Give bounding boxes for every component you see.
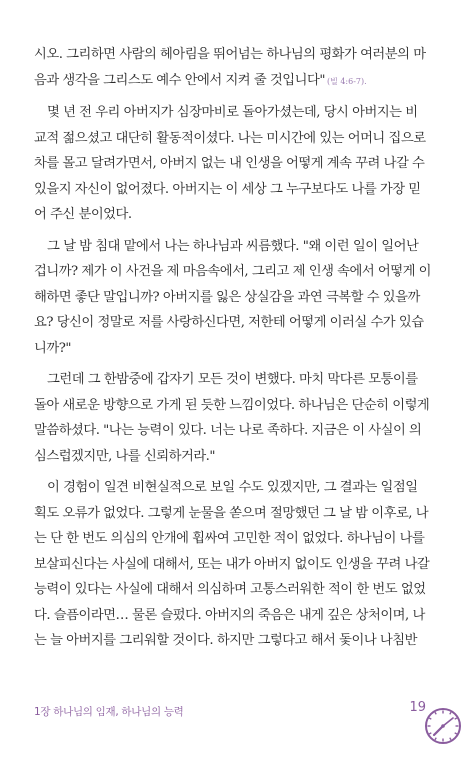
page-number: 19 <box>409 700 426 715</box>
paragraph-2 <box>34 100 434 228</box>
text-line: 요? 당신이 정말로 저를 사랑하신다면, 저한테 어떻게 이러실 수가 있습 <box>34 315 424 330</box>
text-line: 보살피신다는 사실에 대해서, 또는 내가 아버지 없이도 인생을 꾸려 나갈 <box>34 556 430 572</box>
paragraph-3 <box>34 234 434 362</box>
page-footer <box>34 700 434 724</box>
text-line: 이 경험이 일견 비현실적으로 보일 수도 있겠지만, 그 결과는 일점일 <box>47 480 418 495</box>
text-line: 그 날 밤 침대 맡에서 나는 하나님과 씨름했다. "왜 이런 일이 일어난 <box>47 238 419 254</box>
text-line: 몇 년 전 우리 아버지가 심장마비로 돌아가셨는데, 당시 아버지는 비 <box>47 105 418 120</box>
text-line: 니까?" <box>34 340 71 356</box>
paragraph-5 <box>34 475 434 654</box>
text-line: 심스럽겠지만, 나를 신뢰하거라." <box>34 448 216 464</box>
scripture-reference: (빌 4:6-7). <box>326 76 367 86</box>
text-line: 는 단 한 번도 의심의 안개에 휩싸여 고민한 적이 없었다. 하나님이 나를 <box>34 531 425 546</box>
text-line: 그런데 그 한밤중에 갑자기 모든 것이 변했다. 마치 막다른 모퉁이를 <box>47 372 418 387</box>
chapter-title: 1장 하나님의 임재, 하나님의 능력 <box>34 706 184 718</box>
paragraph-1 <box>34 42 434 94</box>
text-line: 능력이 있다는 사실에 대해서 의심하며 고통스러워한 적이 한 번도 없었 <box>34 582 426 597</box>
paragraph-4 <box>34 367 434 469</box>
text-line: 교적 젊으셨고 대단히 활동적이셨다. 나는 미시간에 있는 어머니 집으로 <box>34 130 426 146</box>
text-line: 해하면 좋단 말입니까? 아버지를 잃은 상실감을 과연 극복할 수 있을까 <box>34 289 420 305</box>
text-line: 겁니까? 제가 이 사건을 제 마음속에서, 그리고 제 인생 속에서 어떻게 이 <box>34 264 432 279</box>
text-line: 돌아 새로운 방향으로 가게 된 듯한 느낌이었다. 하나님은 단순히 이렇게 <box>34 397 430 413</box>
text-line: 말씀하셨다. "나는 능력이 있다. 너는 나로 족하다. 지금은 이 사실이 의 <box>34 423 422 438</box>
text-line: 차를 몰고 달려가면서, 아버지 없는 내 인생을 어떻게 계속 꾸려 나갈 수 <box>34 156 425 171</box>
text-line: 있을지 자신이 없어졌다. 아버지는 이 세상 그 누구보다도 나를 가장 믿 <box>34 181 421 197</box>
text-line-content: 음과 생각을 그리스도 예수 안에서 지켜 줄 것입니다" <box>34 72 325 88</box>
body-text <box>34 42 434 660</box>
text-line: 다. 슬픔이라면… 물론 슬펐다. 아버지의 죽음은 내게 깊은 상처이며, 나 <box>34 607 425 623</box>
text-line: 시오. 그리하면 사람의 헤아림을 뛰어넘는 하나님의 평화가 여러분의 마 <box>34 47 426 62</box>
text-line: 어 주신 분이었다. <box>34 207 132 222</box>
text-line: 획도 오류가 없었다. 그렇게 눈물을 쏟으며 절망했던 그 날 밤 이후로, 나 <box>34 505 429 521</box>
text-line <box>34 68 434 95</box>
clock-icon <box>423 706 463 746</box>
text-line: 는 늘 아버지를 그리워할 것이다. 하지만 그렇다고 해서 돛이나 나침반 <box>34 633 417 648</box>
